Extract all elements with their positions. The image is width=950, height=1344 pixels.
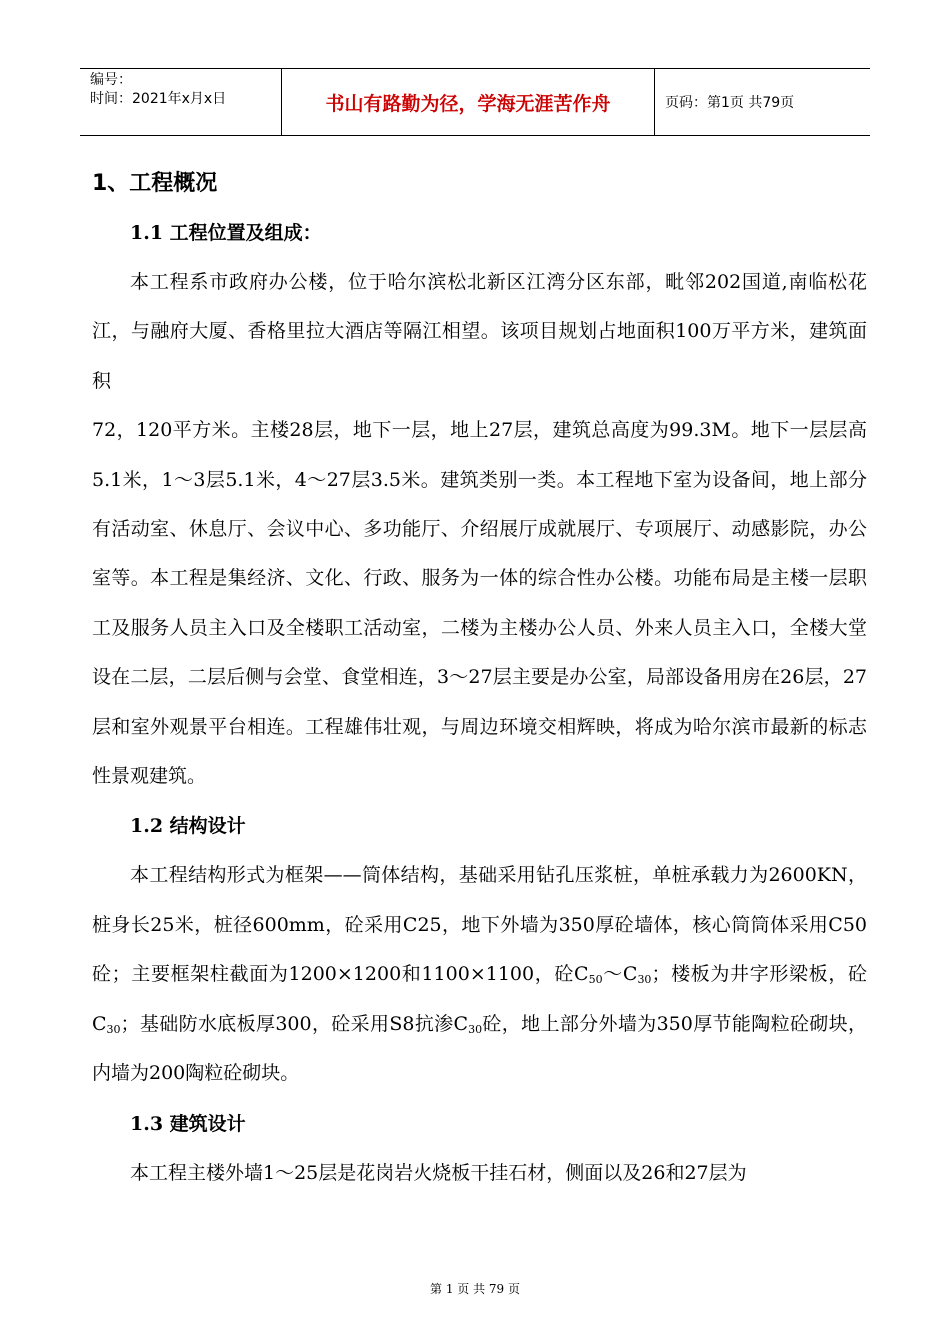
section-1-1-title: 1.1 工程位置及组成：	[130, 222, 322, 244]
page-info: 页码：第1页 共79页	[665, 95, 795, 111]
section-1-3-title: 1.3 建筑设计	[130, 1112, 246, 1135]
header-page-cell	[655, 69, 870, 135]
document-body	[92, 160, 867, 1198]
footer-page-number: 第 1 页 共 79 页	[430, 1282, 520, 1296]
motto-text: 书山有路勤为径，学海无涯苦作舟	[325, 92, 611, 115]
serial-label: 编号：	[90, 72, 132, 88]
page-footer	[0, 1280, 950, 1297]
section-1-2-title: 1.2 结构设计	[130, 815, 246, 838]
section-1-2-paragraph: 本工程结构形式为框架——筒体结构，基础采用钻孔压浆桩，单桩承载力为2600KN，桩身长25米，桩径600mm，砼采用C25，地下外墙为350厚砼墙体，核心筒筒体采用C50砼；主要框架柱截面为1200×1200和1100×1100，砼$C_{50}\sim C_{30}$；楼板为井字形梁板，砼$C_{30}$；基础防水底板厚300，砼采用S8抗渗$C_{30}$砼，地上部分外墙为350厚节能陶粒砼砌块，内墙为200陶粒砼砌块。	[92, 864, 867, 1085]
header-motto-cell	[282, 69, 655, 135]
section-1-title: 1、工程概况	[92, 171, 218, 196]
section-1-1-paragraph-1: 本工程系市政府办公楼，位于哈尔滨松北新区江湾分区东部，毗邻202国道,南临松花江，与融府大厦、香格里拉大酒店等隔江相望。该项目规划占地面积100万平方米，建筑面积	[92, 271, 867, 392]
section-1-3-paragraph: 本工程主楼外墙1～25层是花岗岩火烧板干挂石材，侧面以及26和27层为	[130, 1161, 747, 1184]
header-meta-cell	[80, 69, 282, 135]
time-label: 时间：2021年x月x日	[90, 91, 227, 107]
section-1-1-paragraph-2: 72，120平方米。主楼28层，地下一层，地上27层，建筑总高度为99.3M。地下一层层高5.1米，1～3层5.1米，4～27层3.5米。建筑类别一类。本工程地下室为设备间，地上部分有活动室、休息厅、会议中心、多功能厅、介绍展厅成就展厅、专项展厅、动感影院，办公室等。本工程是集经济、文化、行政、服务为一体的综合性办公楼。功能布局是主楼一层职工及服务人员主入口及全楼职工活动室，二楼为主楼办公人员、外来人员主入口，全楼大堂设在二层，二层后侧与会堂、食堂相连，3～27层主要是办公室，局部设备用房在26层，27层和室外观景平台相连。工程雄伟壮观，与周边环境交相辉映，将成为哈尔滨市最新的标志性景观建筑。	[92, 419, 867, 788]
header-table	[80, 68, 870, 136]
